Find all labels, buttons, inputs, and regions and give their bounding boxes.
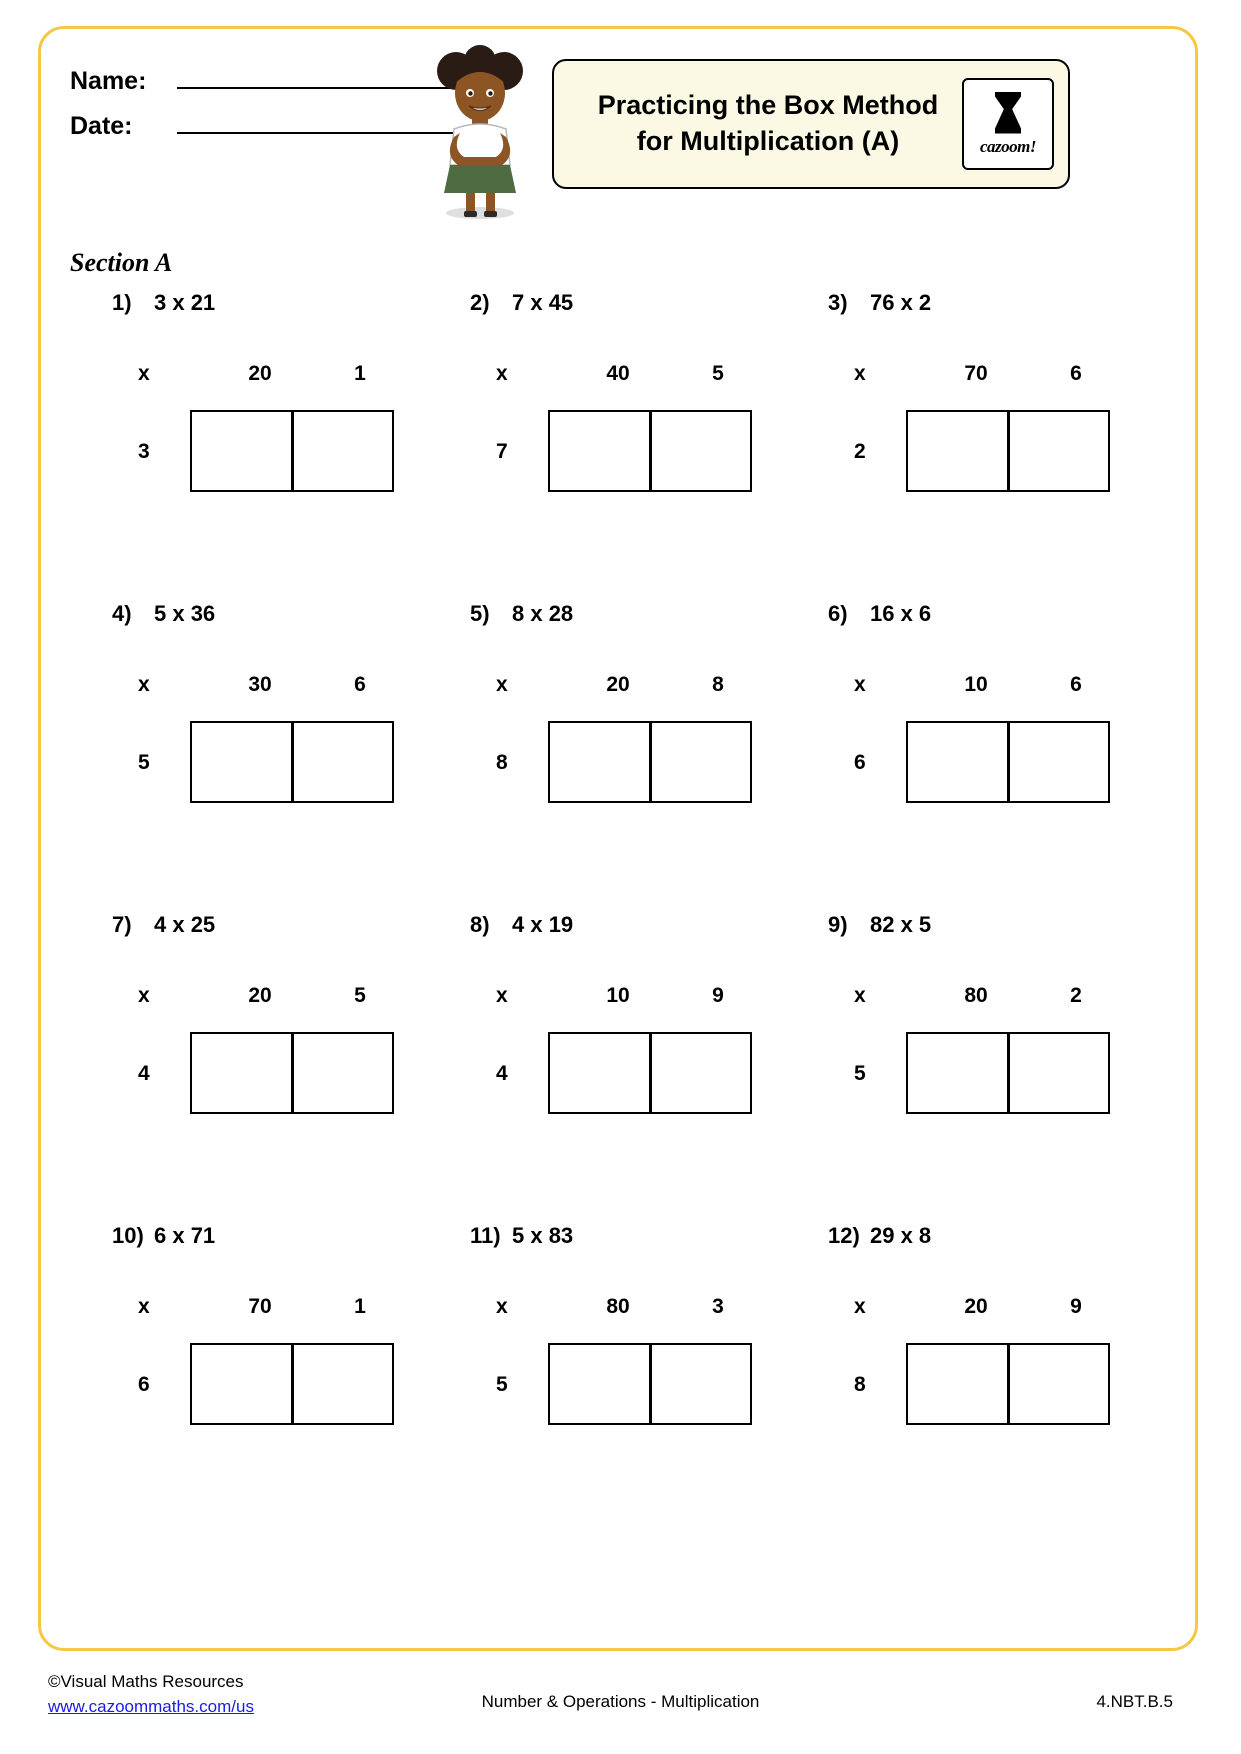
copyright-text: ©Visual Maths Resources: [48, 1672, 244, 1691]
problem-label: [828, 1223, 931, 1249]
problem-number: 10): [112, 1223, 144, 1248]
problem-row: [70, 912, 1170, 1223]
problem-expression: 4 x 25: [154, 912, 216, 937]
ones-header: 6: [1070, 362, 1082, 385]
ones-header: 8: [712, 673, 724, 696]
problem-expression: 16 x 6: [870, 601, 932, 626]
tens-header: 70: [964, 362, 988, 385]
answer-boxes: [906, 721, 1110, 803]
multiplier-value: 6: [138, 1373, 150, 1396]
answer-box-ones[interactable]: [651, 410, 753, 492]
problem-7: [70, 912, 428, 1223]
answer-box-tens[interactable]: [906, 1343, 1009, 1425]
problem-expression: 6 x 71: [154, 1223, 216, 1248]
footer-topic: Number & Operations - Multiplication: [481, 1692, 760, 1711]
tens-header: 20: [964, 1295, 988, 1318]
date-label: Date:: [70, 112, 133, 140]
problem-expression: 5 x 83: [512, 1223, 574, 1248]
section-title: Section A: [70, 248, 173, 277]
tens-header: 80: [964, 984, 988, 1007]
worksheet-footer: [0, 1670, 1241, 1740]
answer-boxes: [548, 410, 752, 492]
multiplier-value: 5: [496, 1373, 508, 1396]
answer-box-tens[interactable]: [190, 410, 293, 492]
problem-label: [112, 601, 215, 627]
answer-boxes: [906, 1343, 1110, 1425]
problem-label: [470, 1223, 573, 1249]
answer-box-ones[interactable]: [651, 1343, 753, 1425]
tens-header: 20: [606, 673, 630, 696]
problem-label: [112, 1223, 215, 1249]
operator-symbol: x: [496, 673, 508, 696]
operator-symbol: x: [854, 673, 866, 696]
problem-expression: 29 x 8: [870, 1223, 932, 1248]
problem-row: [70, 1223, 1170, 1534]
multiplier-value: 3: [138, 440, 150, 463]
operator-symbol: x: [138, 984, 150, 1007]
problem-expression: 8 x 28: [512, 601, 574, 626]
operator-symbol: x: [854, 1295, 866, 1318]
problem-2: [428, 290, 786, 601]
multiplier-value: 5: [854, 1062, 866, 1085]
tens-header: 40: [606, 362, 630, 385]
multiplier-value: 8: [854, 1373, 866, 1396]
footer-standard-code: 4.NBT.B.5: [1096, 1692, 1173, 1711]
cazoom-logo: [962, 78, 1054, 170]
multiplier-value: 5: [138, 751, 150, 774]
tens-header: 70: [248, 1295, 272, 1318]
answer-boxes: [548, 1032, 752, 1114]
problem-number: 6): [828, 601, 848, 626]
worksheet-header: [60, 45, 1180, 220]
ones-header: 3: [712, 1295, 724, 1318]
problem-number: 12): [828, 1223, 860, 1248]
operator-symbol: x: [854, 984, 866, 1007]
problem-expression: 76 x 2: [870, 290, 932, 315]
tens-header: 10: [964, 673, 988, 696]
problem-12: [786, 1223, 1144, 1534]
problem-number: 3): [828, 290, 848, 315]
ones-header: 5: [712, 362, 724, 385]
problem-expression: 4 x 19: [512, 912, 574, 937]
title-banner: [552, 59, 1070, 189]
multiplier-value: 2: [854, 440, 866, 463]
problem-5: [428, 601, 786, 912]
tens-header: 20: [248, 362, 272, 385]
answer-boxes: [190, 410, 394, 492]
problem-3: [786, 290, 1144, 601]
answer-box-ones[interactable]: [1009, 721, 1111, 803]
operator-symbol: x: [138, 673, 150, 696]
answer-box-tens[interactable]: [548, 410, 651, 492]
ones-header: 2: [1070, 984, 1082, 1007]
student-girl-illustration-icon: [420, 45, 540, 220]
problem-expression: 5 x 36: [154, 601, 216, 626]
multiplier-value: 7: [496, 440, 508, 463]
tens-header: 20: [248, 984, 272, 1007]
answer-box-tens[interactable]: [190, 1032, 293, 1114]
operator-symbol: x: [496, 984, 508, 1007]
answer-boxes: [548, 1343, 752, 1425]
problem-number: 1): [112, 290, 132, 315]
answer-box-ones[interactable]: [1009, 1343, 1111, 1425]
problem-1: [70, 290, 428, 601]
operator-symbol: x: [496, 1295, 508, 1318]
answer-box-tens[interactable]: [548, 1032, 651, 1114]
ones-header: 1: [354, 362, 366, 385]
operator-symbol: x: [138, 1295, 150, 1318]
problem-label: [828, 601, 931, 627]
answer-box-ones[interactable]: [293, 1343, 395, 1425]
operator-symbol: x: [496, 362, 508, 385]
problem-number: 4): [112, 601, 132, 626]
ones-header: 9: [712, 984, 724, 1007]
ones-header: 1: [354, 1295, 366, 1318]
answer-box-ones[interactable]: [293, 1032, 395, 1114]
problem-4: [70, 601, 428, 912]
logo-text: cazoom!: [980, 136, 1036, 156]
problem-10: [70, 1223, 428, 1534]
name-row: [70, 65, 470, 96]
operator-symbol: x: [138, 362, 150, 385]
multiplier-value: 6: [854, 751, 866, 774]
answer-box-tens[interactable]: [190, 721, 293, 803]
problem-label: [828, 290, 931, 316]
answer-box-ones[interactable]: [1009, 1032, 1111, 1114]
answer-box-tens[interactable]: [906, 1032, 1009, 1114]
website-link[interactable]: www.cazoommaths.com/us: [48, 1696, 254, 1716]
answer-box-ones[interactable]: [651, 1032, 753, 1114]
problem-number: 11): [470, 1223, 501, 1248]
page-title: [574, 88, 962, 159]
answer-box-tens[interactable]: [190, 1343, 293, 1425]
problem-8: [428, 912, 786, 1223]
multiplier-value: 8: [496, 751, 508, 774]
answer-box-ones[interactable]: [293, 721, 395, 803]
multiplier-value: 4: [496, 1062, 508, 1085]
answer-box-tens[interactable]: [548, 721, 651, 803]
problem-grid: [70, 290, 1170, 1534]
problem-expression: 82 x 5: [870, 912, 932, 937]
ones-header: 5: [354, 984, 366, 1007]
answer-boxes: [906, 410, 1110, 492]
problem-label: [470, 290, 573, 316]
problem-expression: 3 x 21: [154, 290, 216, 315]
ones-header: 9: [1070, 1295, 1082, 1318]
problem-row: [70, 290, 1170, 601]
page-title-line2: for Multiplication (A): [636, 126, 900, 156]
problem-expression: 7 x 45: [512, 290, 574, 315]
problem-number: 5): [470, 601, 490, 626]
tens-header: 80: [606, 1295, 630, 1318]
ones-header: 6: [1070, 673, 1082, 696]
problem-11: [428, 1223, 786, 1534]
date-row: [70, 110, 470, 141]
problem-number: 8): [470, 912, 490, 937]
problem-number: 7): [112, 912, 132, 937]
problem-label: [828, 912, 931, 938]
answer-box-tens[interactable]: [906, 410, 1009, 492]
operator-symbol: x: [854, 362, 866, 385]
problem-label: [112, 912, 215, 938]
answer-boxes: [190, 721, 394, 803]
multiplier-value: 4: [138, 1062, 150, 1085]
problem-number: 2): [470, 290, 490, 315]
problem-row: [70, 601, 1170, 912]
tens-header: 10: [606, 984, 630, 1007]
problem-label: [470, 601, 573, 627]
answer-box-ones[interactable]: [651, 721, 753, 803]
answer-box-ones[interactable]: [293, 410, 395, 492]
answer-box-ones[interactable]: [1009, 410, 1111, 492]
name-label: Name:: [70, 67, 147, 95]
name-date-block: [70, 65, 470, 155]
problem-label: [112, 290, 215, 316]
hourglass-icon: [995, 92, 1021, 134]
problem-number: 9): [828, 912, 848, 937]
answer-box-tens[interactable]: [906, 721, 1009, 803]
problem-label: [470, 912, 573, 938]
answer-boxes: [906, 1032, 1110, 1114]
tens-header: 30: [248, 673, 272, 696]
answer-boxes: [190, 1032, 394, 1114]
answer-box-tens[interactable]: [548, 1343, 651, 1425]
page-title-line1: Practicing the Box Method: [597, 90, 939, 121]
ones-header: 6: [354, 673, 366, 696]
problem-9: [786, 912, 1144, 1223]
answer-boxes: [548, 721, 752, 803]
problem-6: [786, 601, 1144, 912]
answer-boxes: [190, 1343, 394, 1425]
